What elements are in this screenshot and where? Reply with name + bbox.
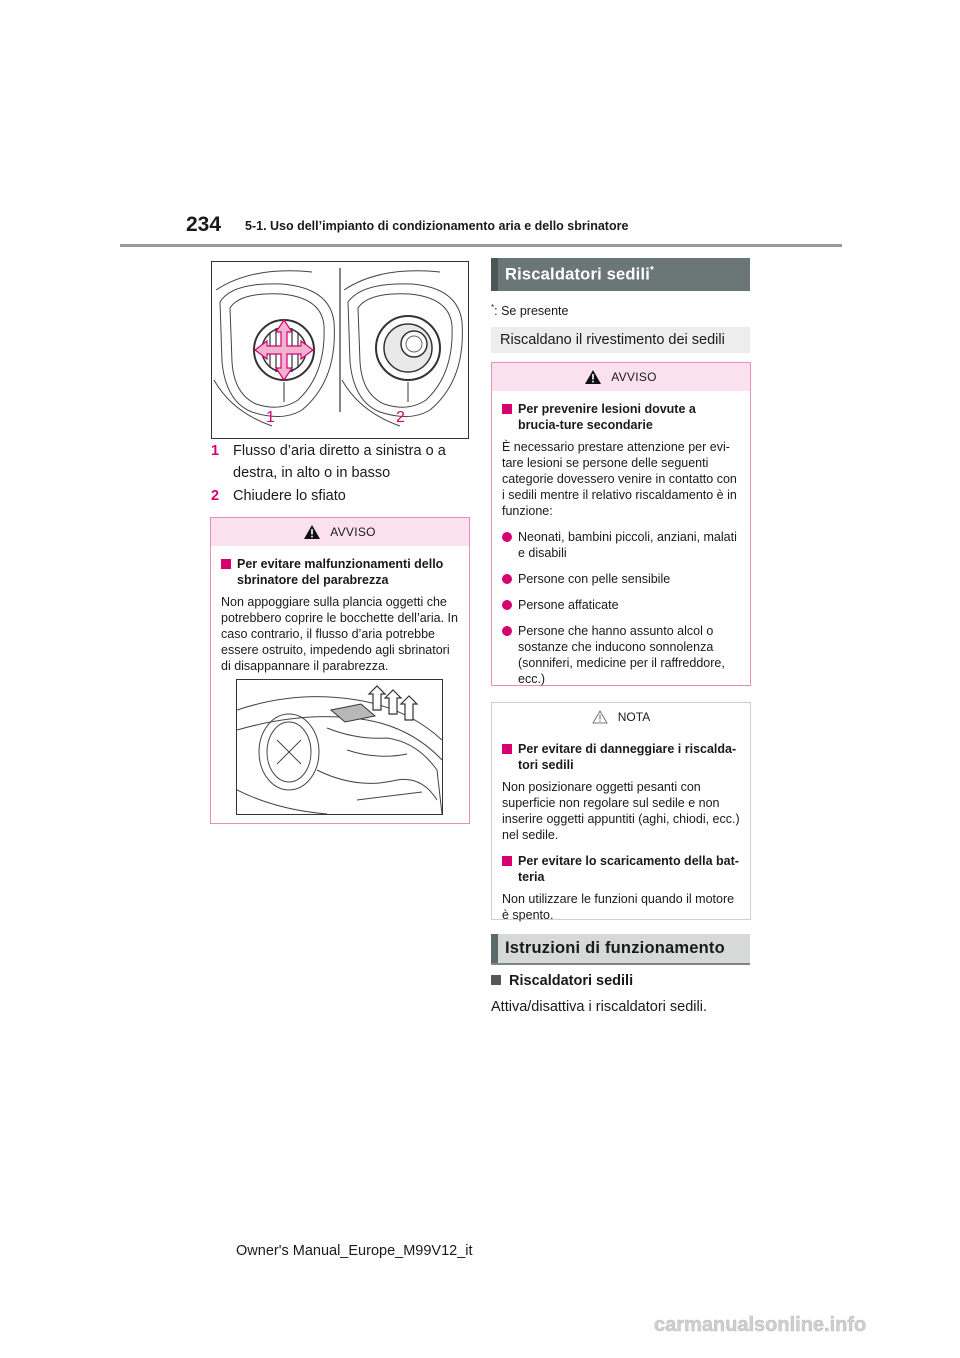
warning-triangle-icon — [585, 370, 601, 384]
note-box — [491, 702, 751, 920]
note-body: Non utilizzare le funzioni quando il motore è spento. — [502, 892, 735, 922]
warning-body: È necessario prestare attenzione per evi-tare lesioni se persone delle seguenti categorie dovessero venire in contatto con i sedili mentre il relativo riscaldamento è in funzione: — [502, 440, 737, 518]
warning-label: AVVISO — [611, 370, 657, 384]
square-bullet-icon — [221, 559, 231, 569]
warning-title: Per evitare malfunzionamenti dello sbrinatore del parabrezza — [221, 556, 459, 588]
step-text: Flusso d’aria diretto a sinistra o a destra, in alto o in basso — [233, 443, 446, 481]
footer-manual-id: Owner's Manual_Europe_M99V12_it — [236, 1243, 473, 1259]
step-number: 2 — [211, 488, 220, 504]
subsection-title: Riscaldatori sedili — [491, 973, 633, 989]
section-header-seat-heaters — [491, 258, 750, 291]
svg-text:carmanualsonline.info: carmanualsonline.info — [654, 1314, 867, 1336]
round-bullet-icon — [502, 532, 512, 542]
watermark-drawing — [654, 1311, 944, 1337]
warning-header — [211, 518, 469, 546]
warning-title: Per prevenire lesioni dovute a brucia-ture secondarie — [502, 401, 740, 433]
section-rule — [491, 963, 750, 965]
section-title: Istruzioni di funzionamento — [505, 939, 725, 957]
vent-illustration — [211, 261, 469, 439]
note-title: Per evitare lo scaricamento della bat-teria — [502, 853, 740, 885]
note-header — [492, 703, 750, 731]
vent-label-1: 1 — [266, 409, 275, 426]
vent-drawing — [212, 262, 468, 438]
round-bullet-icon — [502, 574, 512, 584]
running-head: 5-1. Uso dell’impianto di condizionamento aria e dello sbrinatore — [245, 219, 629, 233]
round-bullet-icon — [502, 600, 512, 610]
warning-label: AVVISO — [330, 525, 376, 539]
square-bullet-icon — [502, 404, 512, 414]
note-title: Per evitare di danneggiare i riscalda-tori sedili — [502, 741, 740, 773]
list-item: Persone con pelle sensibile — [502, 571, 740, 587]
note-body: Non posizionare oggetti pesanti con superficie non regolare sul sedile e non inserire oggetti appuntiti (aghi, chiodi, ecc.) nel sedile. — [502, 780, 740, 842]
lead-text: Riscaldano il rivestimento dei sedili — [491, 327, 750, 353]
square-bullet-icon — [502, 744, 512, 754]
note-label: NOTA — [617, 710, 651, 724]
page-number: 234 — [186, 213, 222, 236]
list-item: Neonati, bambini piccoli, anziani, malati e disabili — [502, 529, 740, 561]
square-bullet-icon — [502, 856, 512, 866]
dashboard-illustration — [236, 679, 443, 815]
step-text: Chiudere lo sfiato — [233, 488, 346, 504]
step-number: 1 — [211, 443, 220, 459]
section-title: Riscaldatori sedili — [505, 265, 651, 284]
round-bullet-icon — [502, 626, 512, 636]
caution-outline-icon — [592, 710, 608, 724]
step-2 — [211, 485, 467, 507]
square-bullet-icon — [491, 975, 501, 985]
warning-body: Non appoggiare sulla plancia oggetti che potrebbero coprire le bocchette dell’aria. In caso contrario, il flusso d’aria potrebbe essere ostruito, impedendo agli sbrinatori di disappannare il parabrezza. — [221, 595, 458, 673]
subsection-text: Attiva/disattiva i riscaldatori sedili. — [491, 999, 707, 1015]
footnote: *: Se presente — [491, 303, 569, 319]
dashboard-drawing — [237, 680, 442, 814]
warning-triangle-icon — [304, 525, 320, 539]
watermark-logo — [654, 1311, 944, 1342]
header-rule — [120, 244, 842, 247]
warning-header — [492, 363, 750, 391]
section-asterisk: * — [650, 265, 655, 276]
vent-label-2: 2 — [396, 409, 405, 426]
warning-box-burns — [491, 362, 751, 686]
list-item: Persone affaticate — [502, 597, 740, 613]
step-1 — [211, 440, 467, 484]
section-header-instructions — [491, 934, 750, 963]
list-item: Persone che hanno assunto alcol o sostanze che inducono sonnolenza (sonniferi, medicine per il raffreddore, ecc.) — [502, 623, 740, 687]
